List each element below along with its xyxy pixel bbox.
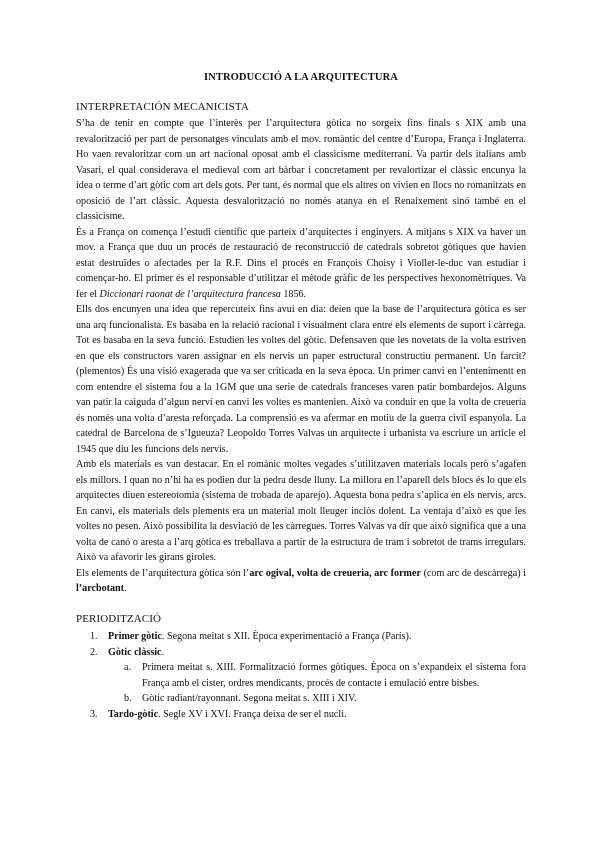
paragraph-4: Amb els materials es van destacar. En el romànic moltes vegades s’utilitzaven materials locals però s’agafen els millors. I quan no n’hi ha es podien dur la pedra desde lluny. La millora en l’aparell dels blocs és lo que els arquitectes diuen estereotomia (sistema de trobada de aparejo). Aquesta bona pedra s’aplica en els nervis, arcs. En canvi, els materials dels plements era un material molt lleuger inclòs dolent. La ventaja d’això es que les voltes no pesen. Això possibilita la desviació de les càrregues. Torres Valvas va dir que això significa que a una volta de canó o aresta a l’arq gòtica es treballava a partir de la estructura de tram i sobretot de trams irregulars. Això va afavorir les girans giroles. — [76, 459, 526, 563]
paragraph-5-a: Els elements de l’arquitectura gòtica són l’ — [76, 567, 250, 579]
paragraph-2 — [76, 225, 526, 303]
section-heading-mecanicista: INTERPRETACIÓN MECANICISTA — [76, 101, 249, 113]
sub-list-item — [124, 691, 526, 707]
paragraph-5-elements: arc ogival, volta de creueria, arc former — [249, 567, 421, 579]
list-item-rest: . Segle XV i XVI. França deixa de ser el nucli. — [158, 708, 347, 720]
paragraph-2-text: És a França on comença l’estudi científic que parteix d’arquitectes i enginyers. A mitjans s XIX va haver un mov. a França que duu un procés de restauració de reconstrucció de catedrals sobretot gòtiques que havien estat destruïdes o afectades per la R.F. Dins el procés en François Choisy i Viollet-le-duc van estudiar i començar-ho. El primer és el responsable d’utilitzar el mètode gràfic de les perspectives hexonomètriques. Va fer el — [76, 226, 526, 300]
sub-list-text: Primera meitat s. XIII. Formalització formes gòtiques. Època on s’expandeix el sistema fora França amb el cister, ordres mendicants, procés de contacte i emulació entre bisbes. — [142, 662, 526, 689]
list-item — [76, 707, 526, 723]
list-item-text — [108, 707, 526, 723]
paragraph-5-e: . — [124, 583, 127, 594]
list-item-number: 3. — [90, 708, 98, 720]
dictionary-title: Diccionari raonat de l’arquitectura francesa — [99, 288, 281, 300]
list-item-text — [108, 629, 526, 645]
list-item-rest: . Segona meitat s XII. Època experimentació a França (París). — [161, 631, 412, 642]
sub-list-item — [124, 660, 526, 691]
sub-list-text: Gòtic radiant/rayonnant. Segona meitat s. XIII i XIV. — [142, 693, 357, 704]
paragraph-5 — [76, 566, 526, 597]
list-item — [76, 629, 526, 645]
list-item-number: 1. — [90, 631, 98, 642]
paragraph-5-arcbotant: l’arcbotant — [76, 583, 125, 594]
paragraph-3: Ells dos encunyen una idea que repercuteix fins avui en dia: deien que la base de l’arquitectura gòtica es ser una arq funcionalista. Es basaba en la relació racional i visualment clara entre els elements de suport i càrrega. Tot es basaba en la seva funció. Estudien les voltes del gòtic. Defensaven que les novetats de la volta estriven en que els constructors varen assignar en els nervis un paper estructural constructiu permanent. Un farcit?(plementos) És una visió exagerada que va ser criticada en la seva època. Un primer canvi en l’entenimentt en com entendre el sistema fou a la 1GM que una serie de catedrals franceses varen patir bombardejos. Alguns van patir la caiguda d’algun nervi en canvi les voltes es mantenien. Això va conduir en que la volta de creueria és només una volta d’aresta reforçada. La comprensió es va afermar en motiu de la guerra civil espanyola. La catedral de Barcelona de s’Igueuza? Leopoldo Torres Valvas un arquitecte i urbanista va escriure un article el 1945 que diu les funcions dels nervis. — [76, 304, 526, 455]
paragraph-2-end: 1856. — [280, 288, 307, 300]
sub-list-letter: b. — [124, 693, 132, 704]
section-heading-periodització: PERIODITZACIÓ — [76, 613, 162, 625]
list-item-number: 2. — [90, 646, 98, 658]
sub-list-letter: a. — [124, 662, 132, 673]
list-item-bold: Primer gòtic — [108, 631, 162, 642]
list-item-rest: . — [161, 646, 165, 658]
paragraph-1: S’ha de tenir en compte que l’interès per l’arquitectura gòtica no sorgeix fins finals s XIX amb una revalorització per part de personatges vinculats amb el mov. romàntic del centre d’Europa, França i Inglaterra. Ho vaen revaloritzar com un art nacional oposat amb el classicisme mediterrani. Va partir dels italians amb Vasari, el qual considerava el medieval com art bàrbar i concretament per revalortizar el clàssic encunya la idea o terme d’art gòtic com art dels gots. Per tant, és normal que els altres on vivien en llocs no romanitzats en oposició de l’art clàssic. Aquesta desvalorització no només atanya en el Renaixement sinó també en el classicisme. — [76, 118, 526, 222]
list-item — [76, 645, 526, 661]
list-item-text — [108, 645, 526, 661]
list-item-bold: Gòtic clàssic — [108, 646, 162, 658]
list-item-bold: Tardo-gòtic — [108, 708, 159, 720]
section-body-mecanicista — [76, 116, 526, 597]
document-title: INTRODUCCIÓ A LA ARQUITECTURA — [204, 72, 398, 83]
paragraph-5-c: (com arc de descàrrega) i — [420, 567, 526, 579]
periodization-list — [76, 629, 526, 722]
